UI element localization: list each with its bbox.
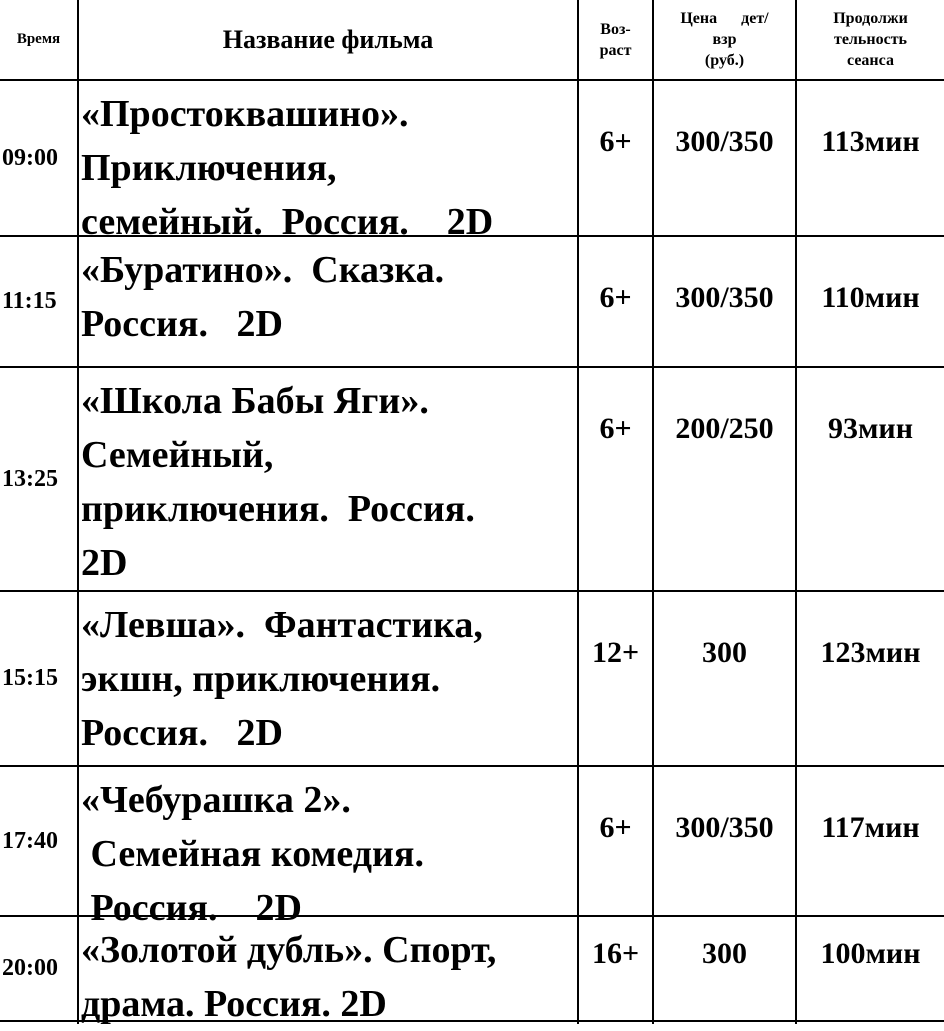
row-price: 300: [702, 636, 747, 669]
header-duration-line: сеанса: [847, 52, 894, 69]
row-duration: 113мин: [821, 125, 920, 158]
film-title-line: семейный. Россия. 2D: [81, 201, 494, 243]
film-title-line: «Золотой дубль». Спорт,: [81, 929, 497, 971]
film-title-line: «Простоквашино».: [81, 93, 409, 135]
row-time: 17:40: [2, 827, 58, 854]
row-duration: 110мин: [821, 281, 920, 314]
film-title-line: Россия. 2D: [81, 303, 283, 345]
header-time: [0, 0, 77, 79]
row-age: 6+: [599, 125, 632, 158]
row-price: 300: [702, 937, 747, 970]
header-price-line: Цена дет/: [680, 10, 769, 27]
header-title-label: Название фильма: [222, 25, 434, 54]
film-title-line: Россия. 2D: [81, 887, 302, 929]
film-title-line: Приключения,: [81, 147, 337, 189]
film-title-line: драма. Россия. 2D: [81, 983, 387, 1025]
row-film-title: [79, 592, 577, 765]
row-film-title: [79, 368, 577, 590]
row-time: 20:00: [2, 955, 58, 981]
header-age-line: Воз-: [600, 20, 631, 38]
film-title-line: Семейный,: [81, 434, 274, 476]
film-title-line: приключения. Россия.: [81, 488, 475, 530]
film-title-line: «Школа Бабы Яги».: [81, 380, 429, 422]
header-age: [579, 0, 652, 79]
row-film-title: [79, 237, 577, 366]
row-duration: 100мин: [820, 937, 921, 970]
row-age: 16+: [591, 937, 640, 970]
row-age: 6+: [599, 412, 632, 445]
header-price-line: (руб.): [704, 52, 745, 69]
film-title-line: Россия. 2D: [81, 712, 283, 754]
film-title-line: экшн, приключения.: [81, 658, 441, 700]
row-price: 200/250: [675, 412, 774, 445]
row-film-title: [79, 81, 577, 243]
film-title-line: 2D: [81, 542, 128, 584]
row-film-title: [79, 767, 577, 929]
film-title-line: «Буратино». Сказка.: [81, 249, 445, 291]
row-time: 11:15: [2, 288, 57, 314]
row-duration: 123мин: [820, 636, 921, 669]
header-duration: [797, 0, 944, 79]
film-title-line: «Левша». Фантастика,: [81, 604, 483, 646]
header-duration-line: тельность: [833, 31, 908, 48]
header-price-line: взр: [712, 31, 737, 48]
header-age-line: раст: [599, 41, 632, 59]
row-age: 12+: [591, 636, 640, 669]
header-price: [654, 0, 795, 79]
film-title-line: «Чебурашка 2».: [81, 779, 351, 821]
row-price: 300/350: [675, 281, 774, 314]
row-film-title: [79, 917, 577, 1025]
header-title: [79, 0, 577, 79]
row-age: 6+: [599, 281, 632, 314]
row-time: 09:00: [2, 144, 58, 171]
row-price: 300/350: [675, 811, 774, 844]
row-age: 6+: [599, 811, 632, 844]
row-duration: 117мин: [821, 811, 920, 844]
film-title-line: Семейная комедия.: [81, 833, 424, 875]
header-duration-line: Продолжи: [833, 10, 908, 27]
row-time: 15:15: [2, 665, 58, 691]
header-time-label: Время: [16, 31, 61, 47]
row-time: 13:25: [2, 465, 58, 492]
row-price: 300/350: [675, 125, 774, 158]
row-duration: 93мин: [827, 412, 913, 445]
